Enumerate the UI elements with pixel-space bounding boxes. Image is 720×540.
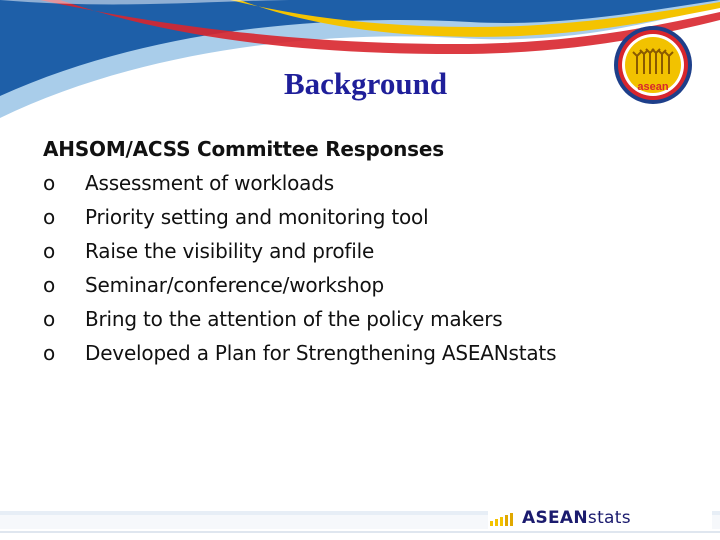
list-item — [43, 302, 683, 336]
bar-chart-icon — [490, 510, 518, 526]
bullet-text: Assessment of workloads — [85, 171, 334, 195]
section-heading: AHSOM/ACSS Committee Responses — [43, 137, 444, 161]
footer-logo-bold: ASEAN — [522, 508, 588, 528]
slide-title: Background — [284, 66, 448, 101]
footer-logo-light: stats — [587, 508, 631, 528]
bullet-marker: o — [43, 239, 56, 263]
asean-logo — [612, 24, 694, 106]
bullet-marker: o — [43, 171, 56, 195]
bullet-marker: o — [43, 205, 56, 229]
slide-body — [43, 132, 683, 370]
list-item — [43, 268, 683, 302]
bullet-list — [43, 166, 683, 370]
list-item — [43, 234, 683, 268]
asean-logo-text: asean — [637, 81, 669, 93]
list-item — [43, 336, 683, 370]
list-item — [43, 166, 683, 200]
bullet-text: Developed a Plan for Strengthening ASEANstats — [85, 341, 557, 365]
bullet-marker: o — [43, 341, 56, 365]
bullet-text: Bring to the attention of the policy makers — [85, 307, 503, 331]
bullet-text: Priority setting and monitoring tool — [85, 205, 429, 229]
bullet-marker: o — [43, 307, 56, 331]
list-item — [43, 200, 683, 234]
aseanstats-logo — [490, 507, 631, 529]
bullet-marker: o — [43, 273, 56, 297]
bullet-text: Seminar/conference/workshop — [85, 273, 385, 297]
bullet-text: Raise the visibility and profile — [85, 239, 375, 263]
